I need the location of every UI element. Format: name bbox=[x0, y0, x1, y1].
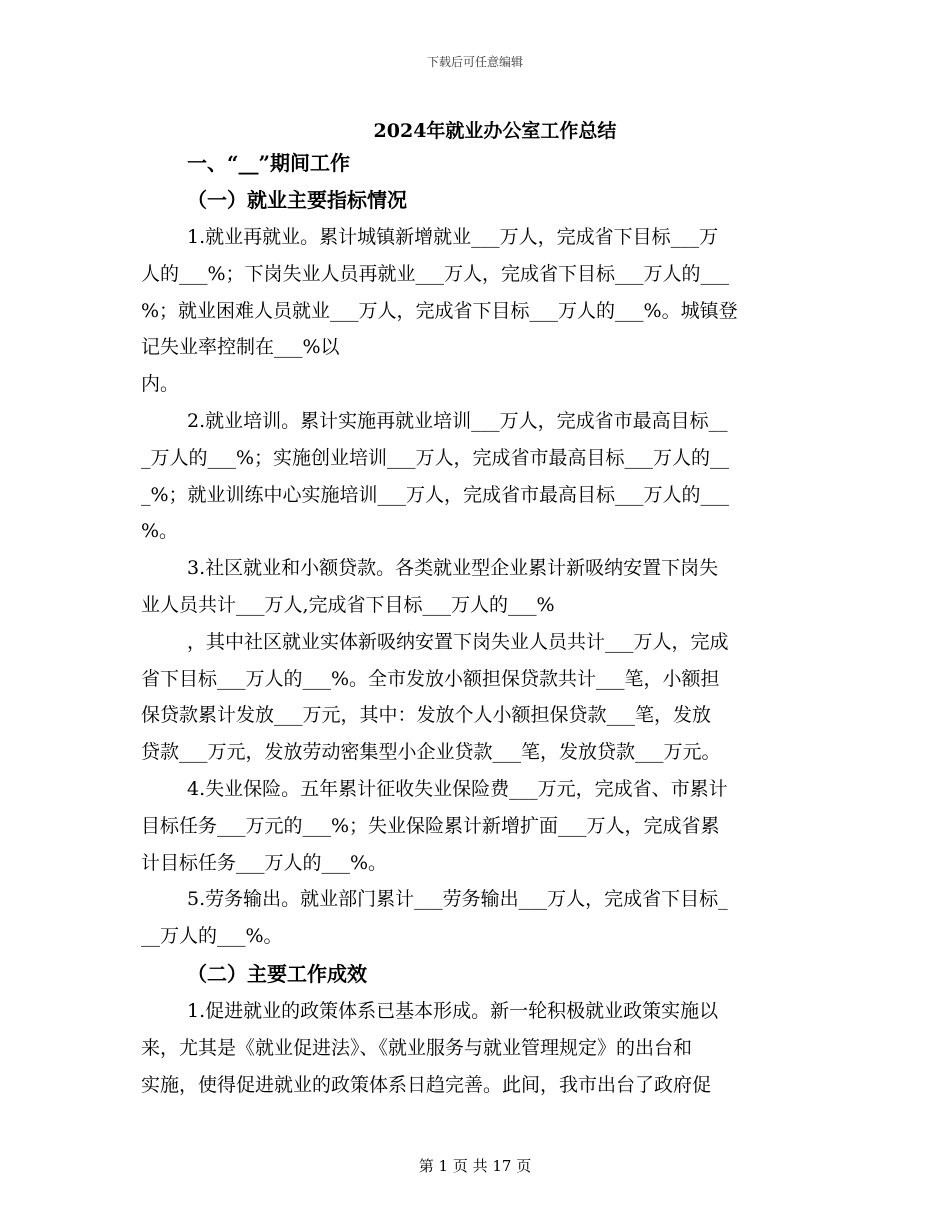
paragraph-training bbox=[141, 403, 805, 550]
text-line: 1.促进就业的政策体系已基本形成。新一轮积极就业政策实施以 bbox=[187, 999, 719, 1022]
text-line: ，其中社区就业实体新吸纳安置下岗失业人员共计___万人，完成 bbox=[187, 630, 729, 653]
text-line: %；就业困难人员就业___万人，完成省下目标___万人的___%。城镇登 bbox=[141, 299, 738, 322]
text-line: %。 bbox=[141, 520, 179, 543]
subsection-heading: （一）就业主要指标情况 bbox=[187, 188, 407, 212]
text-line: 保贷款累计发放___万元，其中：发放个人小额担保贷款___笔，发放 bbox=[141, 704, 712, 727]
text-line: 目标任务___万元的___%；失业保险累计新增扩面___万人，完成省累 bbox=[141, 814, 720, 837]
text-line: 1.就业再就业。累计城镇新增就业___万人，完成省下目标___万 bbox=[187, 226, 719, 248]
text-line: 4.失业保险。五年累计征收失业保险费___万元，完成省、市累计 bbox=[187, 777, 728, 800]
text-line: 业人员共计___万人,完成省下目标___万人的___% bbox=[141, 593, 555, 616]
section-heading: 一、“__”期间工作 bbox=[187, 151, 351, 175]
text-line: 计目标任务___万人的___%。 bbox=[141, 851, 388, 874]
text-line: 记失业率控制在___%以 bbox=[141, 336, 340, 359]
text-line: 人的___%；下岗失业人员再就业___万人，完成省下目标___万人的___ bbox=[141, 262, 730, 285]
page-footer: 第 1 页 共 17 页 bbox=[418, 1157, 532, 1175]
text-line: 贷款___万元，发放劳动密集型小企业贷款___笔，发放贷款___万元。 bbox=[141, 741, 721, 764]
text-line: 来，尤其是《就业促进法》、《就业服务与就业管理规定》的出台和 bbox=[141, 1036, 693, 1059]
paragraph-employment bbox=[141, 219, 805, 403]
text-line: _%；就业训练中心实施培训___万人，完成省市最高目标___万人的___ bbox=[141, 483, 730, 506]
text-line: 内。 bbox=[141, 373, 180, 396]
text-line: 5.劳务输出。就业部门累计___劳务输出___万人，完成省下目标_ bbox=[187, 888, 728, 911]
text-line: __万人的___%。 bbox=[141, 925, 283, 948]
document-body bbox=[141, 145, 805, 1103]
paragraph-unemployment-insurance bbox=[141, 771, 805, 881]
document-title: 2024年就业办公室工作总结 bbox=[373, 120, 617, 142]
text-line: _万人的___%；实施创业培训___万人，完成省市最高目标___万人的__ bbox=[141, 446, 730, 469]
paragraph-community-loans bbox=[141, 550, 805, 771]
text-line: 3.社区就业和小额贷款。各类就业型企业累计新吸纳安置下岗失 bbox=[187, 557, 719, 580]
text-line: 省下目标___万人的___%。全市发放小额担保贷款共计___笔，小额担 bbox=[141, 667, 720, 690]
header-note: 下载后可任意编辑 bbox=[426, 55, 523, 69]
paragraph-policy-system bbox=[141, 993, 805, 1103]
text-line: 实施，使得促进就业的政策体系日趋完善。此间，我市出台了政府促 bbox=[141, 1073, 712, 1096]
text-line: 2.就业培训。累计实施再就业培训___万人，完成省市最高目标__ bbox=[187, 409, 728, 432]
paragraph-labor-export bbox=[141, 881, 805, 955]
subsection-heading: （二）主要工作成效 bbox=[187, 961, 367, 986]
